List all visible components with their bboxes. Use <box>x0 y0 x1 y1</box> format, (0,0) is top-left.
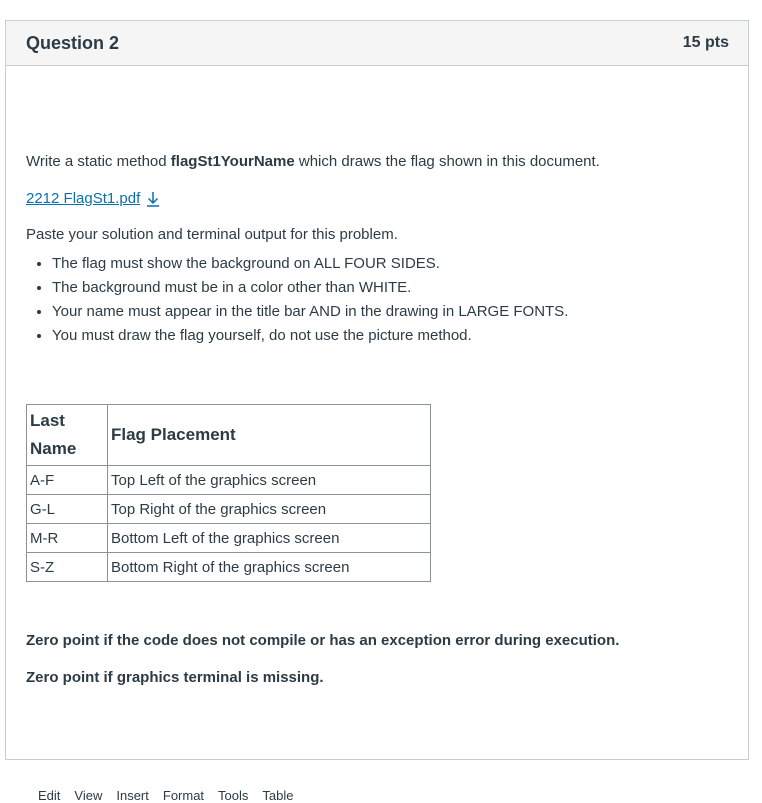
table-header-row <box>27 405 431 466</box>
download-icon[interactable] <box>146 191 160 207</box>
table-cell: Bottom Left of the graphics screen <box>108 524 431 553</box>
table-cell: S-Z <box>27 553 108 582</box>
list-item: • You must draw the flag yourself, do not use the picture method. <box>52 324 568 348</box>
menu-edit[interactable]: Edit <box>38 788 61 803</box>
question-header <box>6 21 748 66</box>
placement-table <box>26 404 431 582</box>
column-header-flag-placement: Flag Placement <box>108 405 431 466</box>
menu-table[interactable]: Table <box>262 788 294 803</box>
menu-insert[interactable]: Insert <box>116 788 149 803</box>
intro-text-pre: Write a static method <box>26 153 171 170</box>
method-name: flagSt1YourName <box>170 153 295 170</box>
menu-format[interactable]: Format <box>162 788 205 803</box>
table-cell: A-F <box>27 466 108 495</box>
list-item: • Your name must appear in the title bar AND in the drawing in LARGE FONTS. <box>52 300 568 324</box>
question-card <box>5 20 749 803</box>
file-link[interactable]: 2212 FlagSt1.pdf <box>26 190 141 207</box>
table-cell: M-R <box>27 524 108 553</box>
table-row <box>27 466 431 495</box>
table-cell: Bottom Right of the graphics screen <box>108 553 431 582</box>
table-row <box>27 524 431 553</box>
table-cell: Top Left of the graphics screen <box>108 466 431 495</box>
table-row <box>27 553 431 582</box>
table-cell: G-L <box>27 495 108 524</box>
table-row <box>27 495 431 524</box>
list-item: • The background must be in a color other than WHITE. <box>52 276 568 300</box>
menu-tools[interactable]: Tools <box>218 788 249 803</box>
list-item: • The flag must show the background on ALL FOUR SIDES. <box>52 252 568 276</box>
note-terminal: Zero point if graphics terminal is missing. <box>26 669 324 686</box>
note-compile: Zero point if the code does not compile or has an exception error during execution. <box>26 632 620 649</box>
question-title: Question 2 <box>26 32 120 53</box>
question-points: 15 pts <box>682 34 729 51</box>
editor-menubar <box>38 788 293 803</box>
menu-view[interactable]: View <box>74 788 103 803</box>
paste-instruction: Paste your solution and terminal output for this problem. <box>26 226 398 243</box>
table-cell: Top Right of the graphics screen <box>108 495 431 524</box>
question-intro <box>26 153 600 170</box>
column-header-last-name: Last Name <box>27 405 108 466</box>
file-attachment <box>26 190 160 207</box>
requirements-list <box>26 252 568 348</box>
intro-text-post: which draws the flag shown in this document. <box>294 153 600 170</box>
